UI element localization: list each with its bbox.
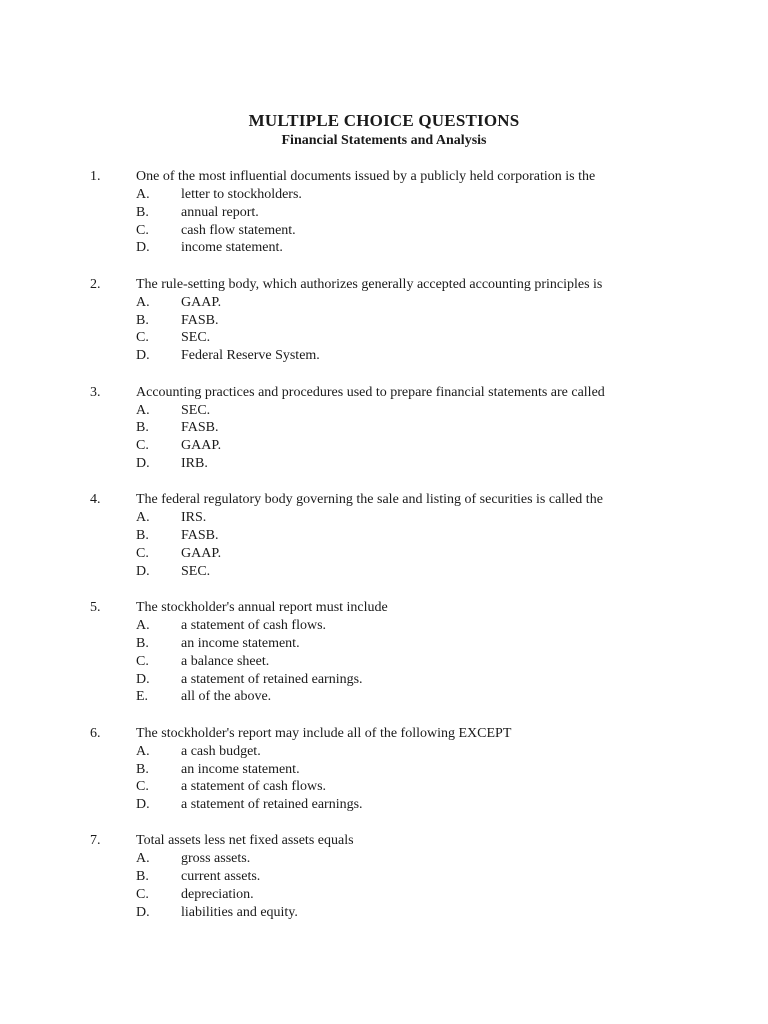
option-text: a statement of cash flows. (181, 618, 327, 634)
question-6 (0, 725, 768, 814)
answer-option (0, 402, 768, 420)
option-text: IRB. (181, 455, 208, 471)
option-letter: B. (136, 528, 149, 544)
answer-option (0, 437, 768, 455)
question-4 (0, 491, 768, 580)
question-number: 5. (90, 600, 101, 616)
option-text: annual report. (181, 204, 259, 220)
option-letter: C. (136, 330, 149, 346)
option-text: SEC. (181, 563, 211, 579)
question-text: The federal regulatory body governing the sale and listing of securities is called the (136, 492, 603, 508)
option-letter: E. (136, 689, 149, 705)
option-text: all of the above. (181, 689, 272, 705)
answer-option (0, 312, 768, 330)
option-letter: A. (136, 510, 150, 526)
option-text: a statement of retained earnings. (181, 671, 363, 687)
option-text: depreciation. (181, 887, 254, 903)
answer-option (0, 186, 768, 204)
answer-option (0, 455, 768, 473)
question-3 (0, 384, 768, 473)
question-stem (0, 168, 768, 186)
answer-option (0, 850, 768, 868)
option-text: cash flow statement. (181, 222, 296, 238)
option-letter: A. (136, 743, 150, 759)
answer-option (0, 222, 768, 240)
document-subtitle: Financial Statements and Analysis (281, 133, 487, 148)
answer-option (0, 239, 768, 257)
question-number: 2. (90, 276, 101, 292)
question-text: The stockholder's annual report must include (136, 600, 388, 616)
option-letter: B. (136, 420, 149, 436)
answer-option (0, 688, 768, 706)
question-number: 7. (90, 833, 101, 849)
answer-option (0, 329, 768, 347)
question-stem (0, 832, 768, 850)
option-letter: B. (136, 312, 149, 328)
option-letter: B. (136, 869, 149, 885)
option-text: an income statement. (181, 635, 300, 651)
option-text: SEC. (181, 330, 211, 346)
option-text: Federal Reserve System. (181, 348, 320, 364)
option-text: a cash budget. (181, 743, 261, 759)
option-letter: C. (136, 438, 149, 454)
option-letter: B. (136, 761, 149, 777)
option-letter: D. (136, 240, 150, 256)
answer-option (0, 294, 768, 312)
answer-option (0, 904, 768, 922)
question-stem (0, 599, 768, 617)
option-text: SEC. (181, 402, 211, 418)
answer-option (0, 653, 768, 671)
answer-option (0, 419, 768, 437)
question-7 (0, 832, 768, 921)
option-text: income statement. (181, 240, 283, 256)
option-text: FASB. (181, 528, 219, 544)
option-letter: C. (136, 222, 149, 238)
question-text: Accounting practices and procedures used to prepare financial statements are called (136, 384, 605, 400)
answer-option (0, 563, 768, 581)
answer-option (0, 527, 768, 545)
option-letter: C. (136, 545, 149, 561)
question-stem (0, 725, 768, 743)
option-letter: D. (136, 797, 150, 813)
option-letter: D. (136, 348, 150, 364)
option-letter: B. (136, 635, 149, 651)
answer-option (0, 743, 768, 761)
option-letter: B. (136, 204, 149, 220)
question-2 (0, 276, 768, 365)
answer-option (0, 868, 768, 886)
option-text: current assets. (181, 869, 261, 885)
option-letter: A. (136, 618, 150, 634)
option-text: a balance sheet. (181, 653, 270, 669)
option-text: IRS. (181, 510, 207, 526)
option-text: GAAP. (181, 545, 222, 561)
option-letter: C. (136, 779, 149, 795)
option-text: FASB. (181, 312, 219, 328)
option-letter: C. (136, 653, 149, 669)
question-stem (0, 276, 768, 294)
option-text: a statement of retained earnings. (181, 797, 363, 813)
option-letter: D. (136, 563, 150, 579)
option-text: gross assets. (181, 851, 251, 867)
answer-option (0, 778, 768, 796)
question-text: One of the most influential documents issued by a publicly held corporation is the (136, 169, 596, 184)
option-letter: D. (136, 455, 150, 471)
question-list (0, 168, 768, 940)
option-text: liabilities and equity. (181, 904, 298, 920)
question-number: 6. (90, 725, 101, 741)
option-letter: C. (136, 887, 149, 903)
question-number: 3. (90, 384, 101, 400)
question-1 (0, 168, 768, 257)
answer-option (0, 886, 768, 904)
question-number: 1. (90, 169, 101, 184)
answer-option (0, 617, 768, 635)
question-text: Total assets less net fixed assets equals (136, 833, 354, 849)
answer-option (0, 635, 768, 653)
option-letter: D. (136, 904, 150, 920)
option-text: an income statement. (181, 761, 300, 777)
question-5 (0, 599, 768, 706)
answer-option (0, 545, 768, 563)
option-letter: A. (136, 851, 150, 867)
option-text: GAAP. (181, 438, 222, 454)
option-text: a statement of cash flows. (181, 779, 327, 795)
answer-option (0, 509, 768, 527)
option-letter: D. (136, 671, 150, 687)
option-text: letter to stockholders. (181, 187, 302, 202)
answer-option (0, 347, 768, 365)
question-stem (0, 384, 768, 402)
answer-option (0, 761, 768, 779)
question-text: The stockholder's report may include all of the following EXCEPT (136, 725, 512, 741)
question-text: The rule-setting body, which authorizes generally accepted accounting principles is (136, 276, 603, 292)
answer-option (0, 796, 768, 814)
answer-option (0, 671, 768, 689)
option-text: GAAP. (181, 294, 222, 310)
option-letter: A. (136, 187, 150, 202)
option-letter: A. (136, 294, 150, 310)
option-letter: A. (136, 402, 150, 418)
question-number: 4. (90, 492, 101, 508)
document-title: MULTIPLE CHOICE QUESTIONS (248, 111, 520, 130)
option-text: FASB. (181, 420, 219, 436)
question-stem (0, 491, 768, 509)
answer-option (0, 204, 768, 222)
